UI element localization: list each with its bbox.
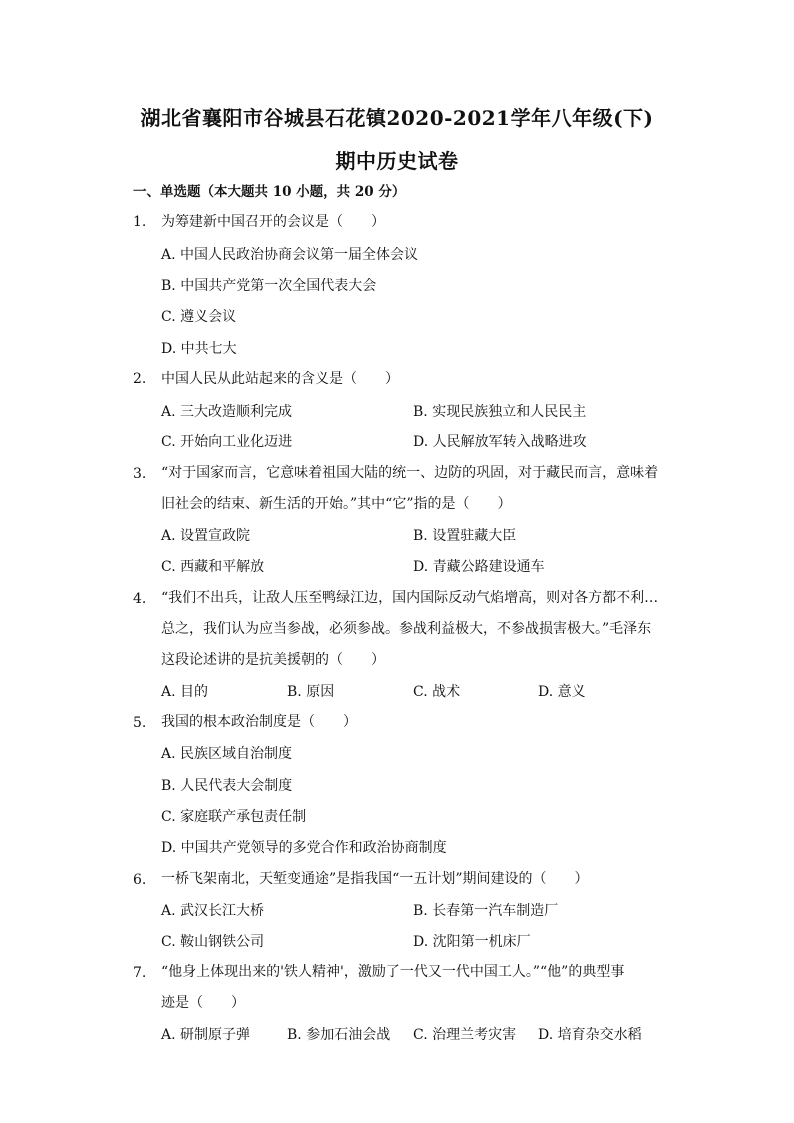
section-heading: 一、单选题（本大题共 10 小题，共 20 分） bbox=[133, 184, 406, 200]
option-c: C. 西藏和平解放 bbox=[161, 559, 265, 575]
option-d: D. 中共七大 bbox=[161, 341, 237, 357]
question-stem: 中国人民从此站起来的含义是（ ） bbox=[161, 371, 399, 387]
exam-title-line2: 期中历史试卷 bbox=[335, 149, 459, 173]
option-c: C. 开始向工业化迈进 bbox=[161, 434, 293, 450]
question-number: 1. bbox=[133, 214, 147, 230]
option-c: C. 治理兰考灾害 bbox=[413, 1027, 517, 1043]
option-d: D. 青藏公路建设通车 bbox=[413, 559, 545, 575]
option-d: D. 培育杂交水稻 bbox=[538, 1027, 642, 1043]
question-stem: 为筹建新中国召开的会议是（ ） bbox=[161, 214, 385, 230]
option-b: B. 中国共产党第一次全国代表大会 bbox=[161, 278, 377, 294]
question-number: 7. bbox=[133, 965, 147, 981]
question-stem: 我国的根本政治制度是（ ） bbox=[161, 714, 357, 730]
question-stem: 旧社会的结束、新生活的开始。”其中“它”指的是（ ） bbox=[161, 496, 512, 512]
question-stem: “我们不出兵，让敌人压至鸭绿江边，国内国际反动气焰增高，则对各方都不利… bbox=[161, 590, 659, 606]
option-b: B. 设置驻藏大臣 bbox=[413, 528, 517, 544]
option-c: C. 遵义会议 bbox=[161, 309, 237, 325]
option-b: B. 原因 bbox=[287, 684, 335, 700]
option-c: C. 鞍山钢铁公司 bbox=[161, 934, 265, 950]
option-d: D. 意义 bbox=[538, 684, 586, 700]
option-d: D. 沈阳第一机床厂 bbox=[413, 934, 531, 950]
option-a: A. 武汉长江大桥 bbox=[161, 903, 265, 919]
option-a: A. 设置宣政院 bbox=[161, 528, 251, 544]
question-stem: 这段论述讲的是抗美援朝的（ ） bbox=[161, 652, 385, 668]
question-number: 3. bbox=[133, 466, 147, 482]
question-stem: “他身上体现出来的'铁人精神'，激励了一代又一代中国工人。”“他”的典型事 bbox=[161, 964, 625, 980]
question-number: 5. bbox=[133, 715, 147, 731]
option-d: D. 人民解放军转入战略进攻 bbox=[413, 434, 587, 450]
question-stem: 一桥飞架南北，天堑变通途”是指我国“一五计划”期间建设的（ ） bbox=[161, 871, 589, 887]
option-a: A. 中国人民政治协商会议第一届全体会议 bbox=[161, 247, 419, 263]
question-stem: 总之，我们认为应当参战，必须参战。参战利益极大，不参战损害极大。”毛泽东 bbox=[161, 621, 652, 637]
question-number: 4. bbox=[133, 591, 147, 607]
option-c: C. 战术 bbox=[413, 684, 461, 700]
option-a: A. 目的 bbox=[161, 684, 209, 700]
question-number: 2. bbox=[133, 371, 147, 387]
option-b: B. 参加石油会战 bbox=[287, 1027, 391, 1043]
option-b: B. 长春第一汽车制造厂 bbox=[413, 903, 559, 919]
option-d: D. 中国共产党领导的多党合作和政治协商制度 bbox=[161, 840, 447, 856]
question-stem: 迹是（ ） bbox=[161, 995, 245, 1011]
option-b: B. 实现民族独立和人民民主 bbox=[413, 404, 587, 420]
question-number: 6. bbox=[133, 872, 147, 888]
option-b: B. 人民代表大会制度 bbox=[161, 778, 293, 794]
exam-title-line1: 湖北省襄阳市谷城县石花镇2020-2021学年八年级(下) bbox=[140, 106, 654, 130]
option-a: A. 研制原子弹 bbox=[161, 1027, 251, 1043]
option-c: C. 家庭联产承包责任制 bbox=[161, 809, 307, 825]
option-a: A. 民族区域自治制度 bbox=[161, 746, 293, 762]
option-a: A. 三大改造顺利完成 bbox=[161, 404, 293, 420]
question-stem: “对于国家而言，它意味着祖国大陆的统一、边防的巩固，对于藏民而言，意味着 bbox=[161, 465, 659, 481]
